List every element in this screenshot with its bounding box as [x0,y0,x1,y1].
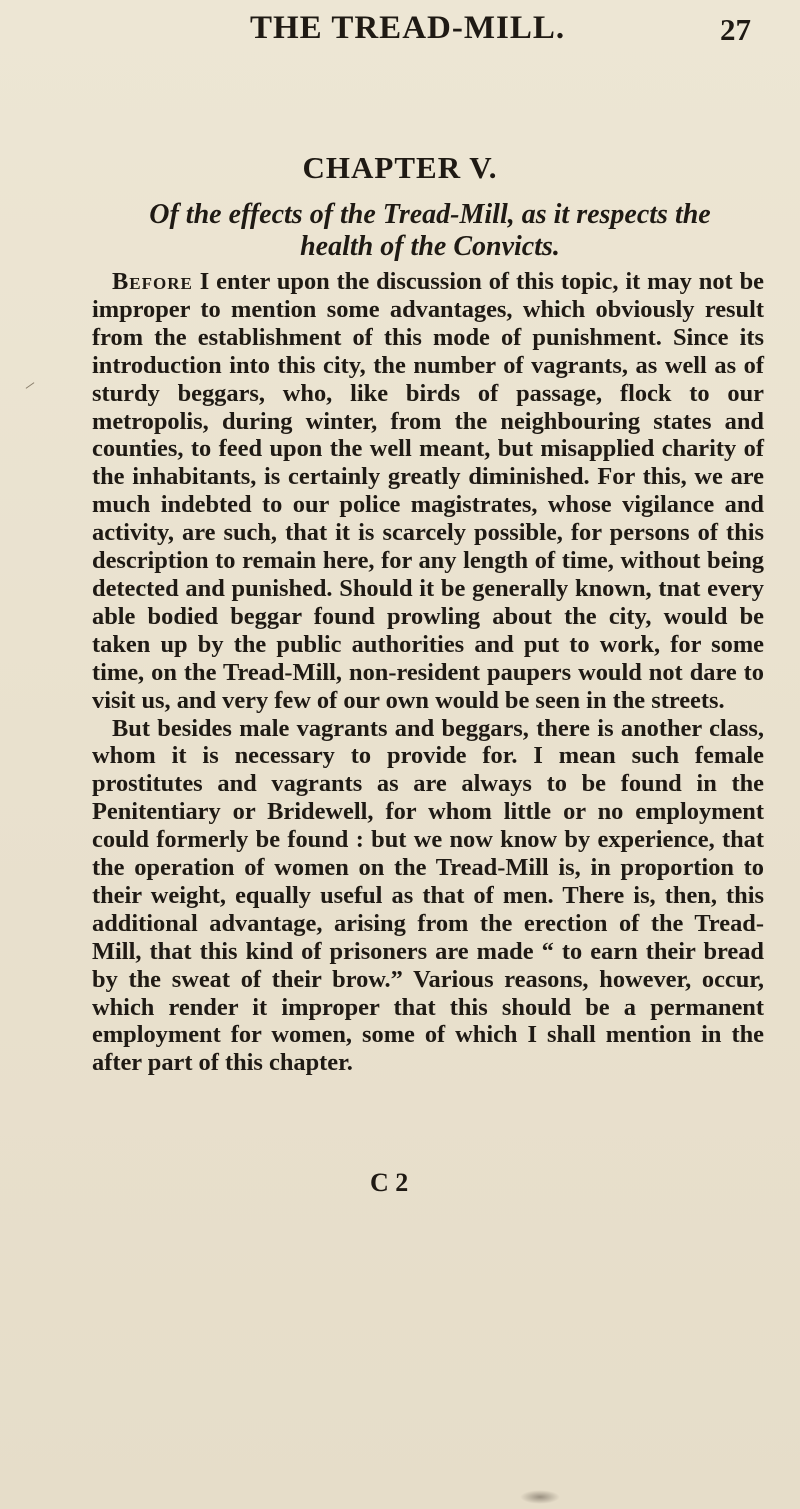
chapter-subtitle: Of the effects of the Tread-Mill, as it respects the health of the Convicts. [149,199,711,262]
ink-smudge [520,1490,560,1504]
paragraph-1 [92,268,764,715]
paragraph-1-text: I enter upon the discussion of this topic, it may not be improper to mention some advantages, which obviously result from the establishment of this mode of punishment. Since its introduction into this city, the number of vagrants, as well as of sturdy beggars, who, like birds of passage, flock to our metropolis, during winter, from the neighbouring states and counties, to feed upon the well meant, but misapplied charity of the inhabitants, is certainly greatly diminished. For this, we are much indebted to our police magistrates, whose vigilance and activity, are such, that it is scarcely possible, for persons of this description to remain here, for any length of time, without being detected and punished. Should it be generally known, tnat every able bodied beggar found prowling about the city, would be taken up by the public authorities and put to work, for some time, on the Tread-Mill, non-resident paupers would not dare to visit us, and very few of our own would be seen in the streets. [92,268,764,714]
running-head [0,10,800,50]
paragraph-1-lead-word: Before [112,268,193,295]
chapter-heading: CHAPTER V. [302,150,498,185]
signature-mark: C 2 [370,1168,409,1197]
running-title: THE TREAD-MILL. [250,10,566,46]
margin-mark [26,382,35,389]
paragraph-2: But besides male vagrants and beggars, there is another class, whom it is necessary to provide for. I mean such female prostitutes and vagrants as are always to be found in the Penitentiary or Bridewell, for whom little or no employment could formerly be found : but we now know by experience, that the operation of women on the Tread-Mill is, in proportion to their weight, equally useful as that of men. There is, then, this additional advantage, arising from the erection of the Tread-Mill, that this kind of prisoners are made “ to earn their bread by the sweat of their brow.” Various reasons, however, occur, which render it improper that this should be a permanent employment for women, some of which I shall mention in the after part of this chapter. [92,714,764,1077]
body-text [92,268,764,1077]
page-number: 27 [720,12,751,47]
